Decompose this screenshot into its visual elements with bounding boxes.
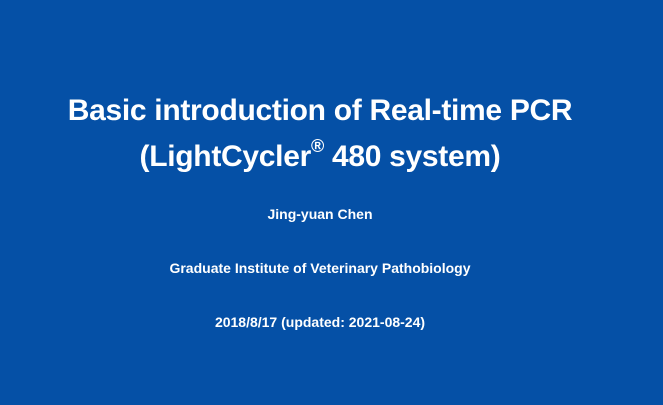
title-line-2-prefix: (LightCycler xyxy=(139,140,311,173)
author-name: Jing-yuan Chen xyxy=(267,206,373,222)
title-line-2 xyxy=(0,134,640,180)
presentation-date: 2018/8/17 (updated: 2021-08-24) xyxy=(214,314,426,330)
affiliation: Graduate Institute of Veterinary Pathobiology xyxy=(169,260,471,276)
slide-title xyxy=(0,88,640,180)
title-line-2-suffix: 480 system) xyxy=(323,140,501,173)
title-line-1: Basic introduction of Real-time PCR xyxy=(67,94,573,127)
registered-mark: ® xyxy=(310,136,324,156)
